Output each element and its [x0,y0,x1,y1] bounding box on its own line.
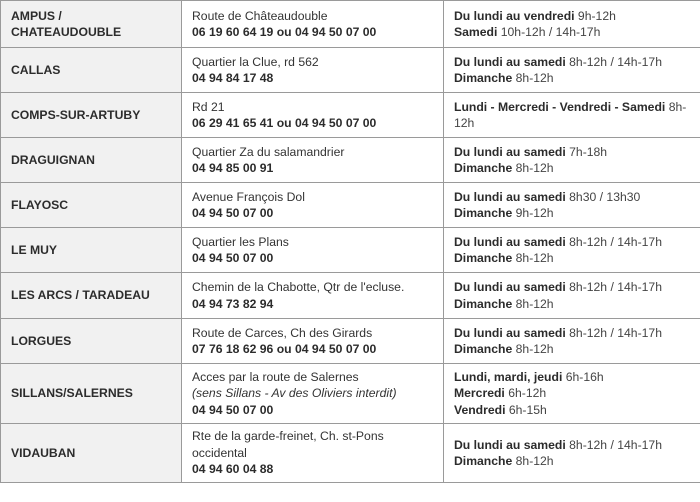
town-cell [1,1,182,48]
opening-days: Mercredi [454,386,505,401]
phone-number: 04 94 50 07 00 [192,402,274,417]
address-text: Avenue François Dol [192,189,305,204]
address-cell [182,364,444,424]
opening-days: Lundi - Mercredi - Vendredi - Samedi [454,99,666,114]
opening-days: Dimanche [454,251,513,265]
opening-days: Dimanche [454,71,513,85]
opening-times: 7h-18h [569,144,608,159]
opening-times: 8h-12h [515,251,554,265]
hours-line [454,250,691,266]
hours-line [454,160,691,176]
opening-times: 6h-12h [508,386,547,401]
table-row [1,228,700,273]
table-row [1,273,700,319]
phone-number: 04 94 60 04 88 [192,462,274,477]
address-text: Quartier la Clue, rd 562 [192,54,319,69]
phone-number: 04 94 84 17 48 [192,71,274,85]
hours-line [454,369,691,385]
address-cell [182,273,444,319]
town-name: CHATEAUDOUBLE [11,25,122,39]
hours-cell [444,183,700,228]
town-cell [1,228,182,273]
phone-number: 06 29 41 65 41 ou 04 94 50 07 00 [192,116,377,130]
hours-cell [444,424,700,483]
opening-times: 8h-12h / 14h-17h [569,54,662,69]
phone-number: 04 94 85 00 91 [192,161,274,175]
address-cell [182,228,444,273]
address-cell [182,319,444,364]
opening-days: Du lundi au samedi [454,189,566,204]
phone-number: 04 94 73 82 94 [192,296,274,311]
address-cell [182,93,444,138]
opening-times: 6h-15h [508,402,547,417]
address-cell [182,1,444,48]
table-row [1,183,700,228]
hours-line [454,99,691,132]
town-name: LORGUES [11,333,72,348]
address-cell [182,183,444,228]
address-text: Route de Carces, Ch des Girards [192,325,373,340]
address-text: occidental [192,445,247,460]
opening-days: Du lundi au samedi [454,234,566,249]
hours-cell [444,319,700,364]
opening-times: 8h-12h / 14h-17h [569,280,662,295]
hours-cell [444,48,700,93]
town-name: DRAGUIGNAN [11,152,95,167]
address-note: (sens Sillans - Av des Oliviers interdit) [192,386,397,401]
hours-line [454,189,691,205]
address-text: Quartier Za du salamandrier [192,144,345,159]
opening-days: Vendredi [454,402,506,417]
town-name: LES ARCS / TARADEAU [11,288,150,303]
table-row [1,364,700,424]
table-row [1,1,700,48]
hours-cell [444,1,700,48]
town-cell [1,273,182,319]
opening-times: 8h30 / 13h30 [569,189,641,204]
hours-line [454,279,691,295]
hours-line [454,205,691,221]
town-cell [1,183,182,228]
opening-days: Dimanche [454,296,513,311]
opening-times: 6h-16h [565,369,604,384]
opening-days: Lundi, mardi, jeudi [454,369,563,384]
hours-line [454,402,691,418]
hours-line [454,296,691,312]
opening-days: Du lundi au samedi [454,437,566,452]
schedule-rows [1,1,700,483]
address-text: Quartier les Plans [192,234,289,249]
town-cell [1,364,182,424]
hours-line [454,144,691,160]
hours-cell [444,138,700,183]
hours-line [454,325,691,341]
town-cell [1,138,182,183]
hours-cell [444,228,700,273]
opening-times: 8h-12h [515,342,554,356]
opening-times: 8h-12h / 14h-17h [569,325,662,340]
town-name: LE MUY [11,242,58,257]
opening-times: 8h-12h [515,454,554,468]
town-cell [1,319,182,364]
table-row [1,93,700,138]
opening-days: Dimanche [454,454,513,468]
opening-times: 8h-12h [515,71,554,85]
opening-days: Du lundi au vendredi [454,8,575,23]
phone-number: 04 94 50 07 00 [192,206,274,220]
opening-times: 8h-12h [454,99,687,130]
opening-days: Du lundi au samedi [454,280,566,295]
hours-line [454,54,691,70]
phone-number: 07 76 18 62 96 ou 04 94 50 07 00 [192,342,377,356]
address-cell [182,48,444,93]
opening-times: 8h-12h [515,161,554,175]
town-name: AMPUS / [11,8,62,23]
table-row [1,319,700,364]
opening-times: 8h-12h / 14h-17h [569,234,662,249]
hours-cell [444,273,700,319]
hours-line [454,385,691,401]
opening-days: Du lundi au samedi [454,54,566,69]
address-cell [182,138,444,183]
town-cell [1,48,182,93]
town-cell [1,424,182,483]
town-name: CALLAS [11,62,61,77]
opening-days: Du lundi au samedi [454,144,566,159]
address-cell [182,424,444,483]
town-name: VIDAUBAN [11,445,76,460]
town-cell [1,93,182,138]
phone-number: 06 19 60 64 19 ou 04 94 50 07 00 [192,25,377,39]
opening-times: 9h-12h [515,206,554,220]
table-row [1,138,700,183]
hours-line [454,234,691,250]
opening-days: Samedi [454,25,498,39]
hours-line [454,70,691,86]
hours-line [454,341,691,357]
opening-times: 10h-12h / 14h-17h [500,25,601,39]
table-row [1,424,700,483]
opening-days: Dimanche [454,161,513,175]
address-text: Rte de la garde-freinet, Ch. st-Pons [192,429,384,444]
address-text: Acces par la route de Salernes [192,369,359,384]
hours-line [454,437,691,453]
opening-times: 9h-12h [577,8,616,23]
address-text: Chemin de la Chabotte, Qtr de l'ecluse. [192,280,405,295]
hours-cell [444,93,700,138]
opening-days: Dimanche [454,342,513,356]
opening-times: 8h-12h [515,296,554,311]
table-row [1,48,700,93]
hours-line [454,453,691,469]
hours-line [454,8,691,24]
opening-days: Dimanche [454,206,513,220]
town-name: SILLANS/SALERNES [11,386,133,401]
town-name: COMPS-SUR-ARTUBY [11,107,141,122]
address-text: Rd 21 [192,99,225,114]
hours-line [454,24,691,40]
hours-cell [444,364,700,424]
opening-days: Du lundi au samedi [454,325,566,340]
phone-number: 04 94 50 07 00 [192,251,274,265]
town-name: FLAYOSC [11,197,69,212]
opening-times: 8h-12h / 14h-17h [569,437,662,452]
address-text: Route de Châteaudouble [192,8,328,23]
